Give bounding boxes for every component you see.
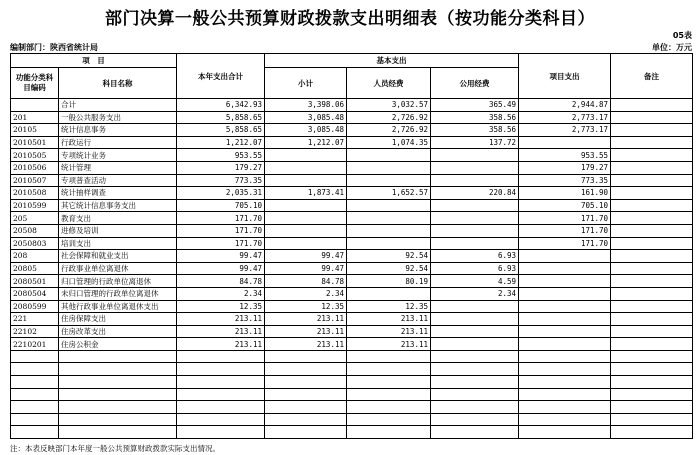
org-label: 编制部门：陕西省统计局: [10, 43, 98, 52]
total-cell: 171.70: [177, 237, 265, 250]
subtotal-cell: [265, 224, 347, 237]
subtotal-cell: [265, 161, 347, 174]
project-cell: [519, 363, 611, 376]
subtotal-cell: 1,212.07: [265, 136, 347, 149]
header-public: 公用经费: [431, 68, 519, 99]
remark-cell: [611, 136, 693, 149]
personnel-cell: 213.11: [347, 338, 431, 351]
personnel-cell: 2,726.92: [347, 124, 431, 137]
name-cell: 未归口管理的行政单位离退休: [59, 287, 177, 300]
personnel-cell: [347, 161, 431, 174]
project-cell: [519, 413, 611, 426]
personnel-cell: 213.11: [347, 313, 431, 326]
name-cell: [59, 376, 177, 389]
unit-label: 单位：万元: [652, 43, 692, 52]
personnel-cell: [347, 224, 431, 237]
code-cell: [11, 99, 59, 112]
name-cell: 培训支出: [59, 237, 177, 250]
personnel-cell: [347, 401, 431, 414]
subtotal-cell: [265, 376, 347, 389]
subtotal-cell: 3,085.48: [265, 111, 347, 124]
table-row: [11, 262, 693, 275]
header-project: 项目支出: [519, 54, 611, 99]
public-cell: 220.84: [431, 187, 519, 200]
table-row: [11, 136, 693, 149]
code-cell: 201: [11, 111, 59, 124]
code-cell: 2010508: [11, 187, 59, 200]
subtotal-cell: [265, 237, 347, 250]
code-cell: [11, 363, 59, 376]
name-cell: 专项普查活动: [59, 174, 177, 187]
public-cell: [431, 401, 519, 414]
total-cell: 12.35: [177, 300, 265, 313]
name-cell: [59, 350, 177, 363]
name-cell: 专项统计业务: [59, 149, 177, 162]
name-cell: 统计信息事务: [59, 124, 177, 137]
subtotal-cell: 99.47: [265, 250, 347, 263]
personnel-cell: [347, 237, 431, 250]
total-cell: 171.70: [177, 224, 265, 237]
remark-cell: [611, 161, 693, 174]
public-cell: [431, 376, 519, 389]
personnel-cell: [347, 376, 431, 389]
personnel-cell: 1,074.35: [347, 136, 431, 149]
remark-cell: [611, 338, 693, 351]
name-cell: [59, 363, 177, 376]
project-cell: [519, 287, 611, 300]
total-cell: 84.78: [177, 275, 265, 288]
project-cell: [519, 338, 611, 351]
personnel-cell: 92.54: [347, 250, 431, 263]
subtotal-cell: 213.11: [265, 313, 347, 326]
total-cell: 171.70: [177, 212, 265, 225]
page-title: 部门决算一般公共预算财政拨款支出明细表（按功能分类科目）: [105, 9, 595, 29]
remark-cell: [611, 199, 693, 212]
remark-cell: [611, 426, 693, 439]
remark-cell: [611, 287, 693, 300]
subtotal-cell: 213.11: [265, 325, 347, 338]
code-cell: 221: [11, 313, 59, 326]
project-cell: [519, 388, 611, 401]
code-cell: 2010506: [11, 161, 59, 174]
public-cell: [431, 161, 519, 174]
table-row: [11, 99, 693, 112]
remark-cell: [611, 313, 693, 326]
name-cell: 其它统计信息事务支出: [59, 199, 177, 212]
code-cell: 20508: [11, 224, 59, 237]
table-body: [11, 99, 693, 439]
total-cell: [177, 426, 265, 439]
project-cell: 2,773.17: [519, 111, 611, 124]
project-cell: 171.70: [519, 237, 611, 250]
project-cell: [519, 313, 611, 326]
personnel-cell: 3,032.57: [347, 99, 431, 112]
header-basic: 基本支出: [265, 54, 519, 68]
public-cell: 2.34: [431, 287, 519, 300]
remark-cell: [611, 350, 693, 363]
subtotal-cell: [265, 388, 347, 401]
table-row: [11, 325, 693, 338]
public-cell: [431, 388, 519, 401]
public-cell: [431, 237, 519, 250]
project-cell: 179.27: [519, 161, 611, 174]
table-row: [11, 363, 693, 376]
table-row: [11, 426, 693, 439]
code-cell: 2210201: [11, 338, 59, 351]
total-cell: 2.34: [177, 287, 265, 300]
project-cell: 705.10: [519, 199, 611, 212]
remark-cell: [611, 111, 693, 124]
subtotal-cell: [265, 350, 347, 363]
remark-cell: [611, 413, 693, 426]
total-cell: [177, 413, 265, 426]
total-cell: 5,858.65: [177, 111, 265, 124]
name-cell: 行政事业单位离退休: [59, 262, 177, 275]
table-row: [11, 174, 693, 187]
remark-cell: [611, 224, 693, 237]
footnote: 注：本表反映部门本年度一般公共预算财政拨款实际支出情况。: [10, 444, 220, 453]
remark-cell: [611, 325, 693, 338]
project-cell: 953.55: [519, 149, 611, 162]
table-row: [11, 237, 693, 250]
expenditure-table: [10, 53, 693, 439]
table-row: [11, 187, 693, 200]
total-cell: 773.35: [177, 174, 265, 187]
personnel-cell: [347, 199, 431, 212]
total-cell: [177, 388, 265, 401]
project-cell: [519, 376, 611, 389]
table-row: [11, 224, 693, 237]
remark-cell: [611, 300, 693, 313]
personnel-cell: [347, 388, 431, 401]
project-cell: [519, 300, 611, 313]
form-number: 05表: [672, 31, 692, 40]
public-cell: [431, 338, 519, 351]
remark-cell: [611, 237, 693, 250]
code-cell: 2010599: [11, 199, 59, 212]
public-cell: [431, 426, 519, 439]
personnel-cell: [347, 212, 431, 225]
table-row: [11, 313, 693, 326]
subtotal-cell: [265, 199, 347, 212]
subtotal-cell: 213.11: [265, 338, 347, 351]
personnel-cell: 12.35: [347, 300, 431, 313]
code-cell: [11, 401, 59, 414]
subtotal-cell: 1,873.41: [265, 187, 347, 200]
header-total: 本年支出合计: [177, 54, 265, 99]
table-row: [11, 287, 693, 300]
code-cell: [11, 426, 59, 439]
table-row: [11, 401, 693, 414]
subtotal-cell: [265, 401, 347, 414]
remark-cell: [611, 401, 693, 414]
personnel-cell: 1,652.57: [347, 187, 431, 200]
remark-cell: [611, 174, 693, 187]
code-cell: 20805: [11, 262, 59, 275]
public-cell: 6.93: [431, 250, 519, 263]
total-cell: 705.10: [177, 199, 265, 212]
personnel-cell: [347, 287, 431, 300]
subtotal-cell: [265, 363, 347, 376]
code-cell: 208: [11, 250, 59, 263]
subtotal-cell: [265, 174, 347, 187]
code-cell: 2080504: [11, 287, 59, 300]
public-cell: [431, 300, 519, 313]
remark-cell: [611, 262, 693, 275]
name-cell: 一般公共服务支出: [59, 111, 177, 124]
project-cell: [519, 136, 611, 149]
personnel-cell: 92.54: [347, 262, 431, 275]
name-cell: 统计抽样调查: [59, 187, 177, 200]
table-row: [11, 388, 693, 401]
subtotal-cell: [265, 413, 347, 426]
project-cell: [519, 275, 611, 288]
public-cell: [431, 313, 519, 326]
table-row: [11, 275, 693, 288]
project-cell: [519, 325, 611, 338]
code-cell: 2050803: [11, 237, 59, 250]
name-cell: 教育支出: [59, 212, 177, 225]
public-cell: 358.56: [431, 111, 519, 124]
remark-cell: [611, 149, 693, 162]
code-cell: 2080599: [11, 300, 59, 313]
name-cell: 住房改革支出: [59, 325, 177, 338]
project-cell: 171.70: [519, 212, 611, 225]
remark-cell: [611, 275, 693, 288]
table-row: [11, 350, 693, 363]
personnel-cell: 80.19: [347, 275, 431, 288]
subtotal-cell: 3,085.48: [265, 124, 347, 137]
total-cell: 1,212.07: [177, 136, 265, 149]
name-cell: 其他行政事业单位离退休支出: [59, 300, 177, 313]
public-cell: [431, 350, 519, 363]
personnel-cell: [347, 426, 431, 439]
personnel-cell: 213.11: [347, 325, 431, 338]
subtotal-cell: 3,398.06: [265, 99, 347, 112]
public-cell: [431, 149, 519, 162]
public-cell: 137.72: [431, 136, 519, 149]
table-row: [11, 338, 693, 351]
name-cell: [59, 426, 177, 439]
project-cell: [519, 262, 611, 275]
code-cell: 20105: [11, 124, 59, 137]
personnel-cell: [347, 149, 431, 162]
code-cell: 2080501: [11, 275, 59, 288]
total-cell: 99.47: [177, 262, 265, 275]
personnel-cell: 2,726.92: [347, 111, 431, 124]
total-cell: 6,342.93: [177, 99, 265, 112]
header-item: 项 目: [11, 54, 177, 68]
subtotal-cell: [265, 212, 347, 225]
table-row: [11, 149, 693, 162]
remark-cell: [611, 99, 693, 112]
total-cell: [177, 350, 265, 363]
code-cell: [11, 388, 59, 401]
remark-cell: [611, 187, 693, 200]
personnel-cell: [347, 413, 431, 426]
subtotal-cell: [265, 149, 347, 162]
project-cell: [519, 250, 611, 263]
total-cell: 953.55: [177, 149, 265, 162]
table-row: [11, 212, 693, 225]
code-cell: 205: [11, 212, 59, 225]
table-row: [11, 199, 693, 212]
name-cell: [59, 413, 177, 426]
public-cell: 358.56: [431, 124, 519, 137]
table-row: [11, 300, 693, 313]
code-cell: 2010507: [11, 174, 59, 187]
code-cell: [11, 413, 59, 426]
total-cell: 213.11: [177, 313, 265, 326]
code-cell: 2010501: [11, 136, 59, 149]
public-cell: 365.49: [431, 99, 519, 112]
table-row: [11, 376, 693, 389]
name-cell: 行政运行: [59, 136, 177, 149]
total-cell: 2,035.31: [177, 187, 265, 200]
project-cell: 171.70: [519, 224, 611, 237]
subtotal-cell: 99.47: [265, 262, 347, 275]
personnel-cell: [347, 363, 431, 376]
project-cell: 161.90: [519, 187, 611, 200]
remark-cell: [611, 376, 693, 389]
code-cell: [11, 376, 59, 389]
header-personnel: 人员经费: [347, 68, 431, 99]
table-row: [11, 124, 693, 137]
code-cell: 2010505: [11, 149, 59, 162]
name-cell: 归口管理的行政单位离退休: [59, 275, 177, 288]
remark-cell: [611, 212, 693, 225]
public-cell: [431, 363, 519, 376]
project-cell: [519, 350, 611, 363]
table-row: [11, 413, 693, 426]
subtotal-cell: 12.35: [265, 300, 347, 313]
table-row: [11, 161, 693, 174]
project-cell: 773.35: [519, 174, 611, 187]
total-cell: [177, 401, 265, 414]
total-cell: 99.47: [177, 250, 265, 263]
total-cell: 179.27: [177, 161, 265, 174]
total-cell: 5,858.65: [177, 124, 265, 137]
project-cell: [519, 426, 611, 439]
remark-cell: [611, 363, 693, 376]
public-cell: [431, 325, 519, 338]
public-cell: [431, 224, 519, 237]
total-cell: [177, 363, 265, 376]
public-cell: [431, 174, 519, 187]
total-cell: [177, 376, 265, 389]
header-subtotal: 小计: [265, 68, 347, 99]
subtotal-cell: 2.34: [265, 287, 347, 300]
remark-cell: [611, 388, 693, 401]
remark-cell: [611, 124, 693, 137]
total-cell: 213.11: [177, 338, 265, 351]
name-cell: 进修及培训: [59, 224, 177, 237]
table-row: [11, 111, 693, 124]
public-cell: 4.59: [431, 275, 519, 288]
header-remark: 备注: [611, 54, 693, 99]
table-row: [11, 250, 693, 263]
code-cell: 22102: [11, 325, 59, 338]
project-cell: 2,773.17: [519, 124, 611, 137]
personnel-cell: [347, 174, 431, 187]
name-cell: 住房保障支出: [59, 313, 177, 326]
name-cell: [59, 401, 177, 414]
name-cell: 合计: [59, 99, 177, 112]
name-cell: 住房公积金: [59, 338, 177, 351]
public-cell: [431, 413, 519, 426]
public-cell: 6.93: [431, 262, 519, 275]
name-cell: 统计管理: [59, 161, 177, 174]
personnel-cell: [347, 350, 431, 363]
code-cell: [11, 350, 59, 363]
header-name: 科目名称: [59, 68, 177, 99]
header-code: 功能分类科目编码: [11, 68, 59, 99]
remark-cell: [611, 250, 693, 263]
subtotal-cell: [265, 426, 347, 439]
subtotal-cell: 84.78: [265, 275, 347, 288]
project-cell: 2,944.87: [519, 99, 611, 112]
public-cell: [431, 212, 519, 225]
name-cell: [59, 388, 177, 401]
total-cell: 213.11: [177, 325, 265, 338]
public-cell: [431, 199, 519, 212]
project-cell: [519, 401, 611, 414]
name-cell: 社会保障和就业支出: [59, 250, 177, 263]
